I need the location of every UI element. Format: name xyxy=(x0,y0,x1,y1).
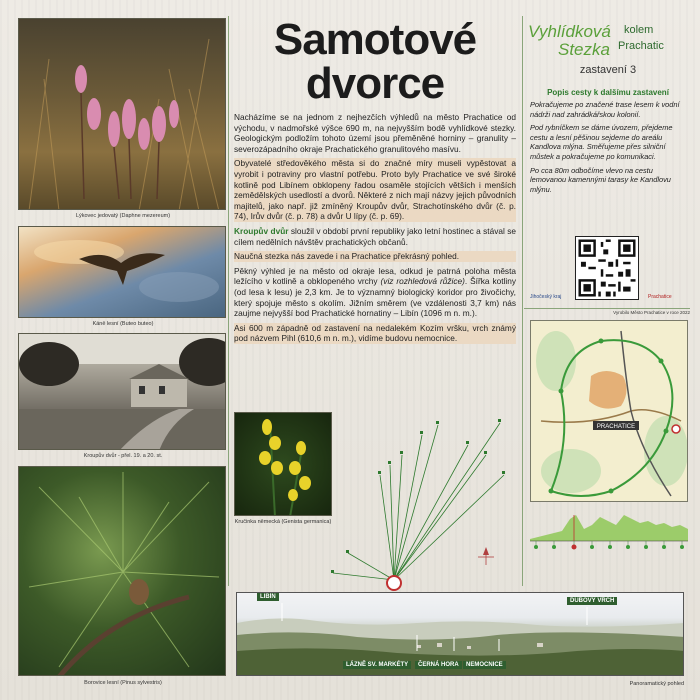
page-title: Samotové dvorce xyxy=(273,15,477,108)
panorama-label-cerna-hora: ČERNÁ HORA xyxy=(415,661,462,669)
kroupuv-dvur-label: Kroupův dvůr xyxy=(234,225,289,236)
logo-text: kolem xyxy=(624,24,654,36)
paragraph: Pěkný výhled je na město od okraje lesa, odkud je patrná poloha města ležícího v kotlině a obklopeného vrchy (viz rozhledová růžice). Šířka kotliny (od lesa k lesu) je 2,3 km. Je to významný biologický koridor pro živočichy, který spojuje město s okolím. Jižním směrem (ve vzdálenosti 3,7 km) nás zaujme nejvyšší bod Prachatické hornatiny – Libín (1096 m n. m.). xyxy=(234,265,517,319)
logo-text: Vyhlídková xyxy=(528,22,611,41)
paragraph: Pokračujeme po značené trase lesem k vodní nádrži nad zahrádkářskou kolonií. xyxy=(530,100,680,119)
elevation-profile xyxy=(530,505,688,575)
pine-photo xyxy=(18,466,226,676)
farm-photo xyxy=(18,333,226,450)
daphne-photo xyxy=(18,18,226,210)
map-town-label: PRACHATICE xyxy=(596,424,636,430)
stop-number: zastavení 3 xyxy=(579,64,637,76)
paragraph: Pod rybníčkem se dáme úvozem, přejdeme cestu a lesní pěšinou sejdeme do areálu Kandlova mlýna. Směřujeme přes silniční můstek a pokračujeme po komunikaci. xyxy=(530,123,673,161)
caption-panorama: Panoramatický pohled xyxy=(629,681,684,687)
paragraph: Nacházíme se na jednom z nejhezčích výhledů na město Prachatice od východu, v nadmořské výšce 690 m, na nejvyšším bodě vyhlídkové stezky. Geologickým podložím tohoto území jsou přeměněné horniny – granulity – severozápadního okraje Prachatického granulitového masívu. xyxy=(234,112,516,154)
next-stop-text xyxy=(530,100,686,198)
credit-text: Vyrobilo Město Prachatice v roce 2022 xyxy=(613,310,690,315)
next-stop-title: Popis cesty k dalšímu zastavení xyxy=(547,88,669,97)
divider xyxy=(228,16,229,586)
paragraph: Naučná stezka nás zavede i na Prachatice překrásný pohled. xyxy=(234,251,516,262)
panorama-label-nemocnice: NEMOCNICE xyxy=(463,661,506,669)
panorama-label-lazne: LÁZNĚ SV. MARKÉTY xyxy=(343,661,411,669)
divider xyxy=(522,16,523,586)
trail-map xyxy=(530,320,688,502)
caption-buzzard: Káně lesní (Buteo buteo) xyxy=(92,321,154,327)
sponsor-prachatice: Prachatice xyxy=(648,294,672,300)
qr-code[interactable] xyxy=(575,236,639,300)
panorama-label-dubovy-vrch: DUBOVÝ VRCH xyxy=(567,597,617,605)
panorama-photo xyxy=(236,592,684,676)
main-text xyxy=(234,112,516,348)
caption-flower: Kručinka německá (Genista germanica) xyxy=(234,519,332,525)
caption-farm: Kroupův dvůr - přel. 19. a 20. st. xyxy=(83,453,163,459)
buzzard-photo xyxy=(18,226,226,318)
view-rose-diagram xyxy=(318,415,518,595)
paragraph: Kroupův dvůr sloužil v období první republiky jako letní hostinec a stával se cílem nedělních návštěv prachatických občanů. xyxy=(234,225,516,247)
panorama-label-libin: LIBÍN xyxy=(257,593,279,601)
paragraph: Obyvatelé středověkého města si do značné míry museli vypěstovat a vyrobit i potraviny pro vlastní potřebu. Proto byly Prachatice ve své široké kotlině pod Libínem obklopeny řadou osaměle stojících větších i menších zemědělských usedlostí a dvorů. Některé z nich mají názvy jejich původních majitelů, jako např. již zmíněný Kroupův dvůr, Strachotínského dvůr (č. p. 74), Irův dvůr (č. p. 78) a dvůr U lípy (č. p. 69). xyxy=(234,158,516,222)
trail-logo xyxy=(528,18,688,88)
divider xyxy=(524,308,690,309)
logo-text: Stezka xyxy=(558,40,610,59)
sponsor-jihocesky-kraj: Jihočeský kraj xyxy=(530,294,562,300)
paragraph: Asi 600 m západně od zastavení na nedalekém Kozím vršku, vrch známý pod názvem Pihl (610,6 m n. m.), vidíme budovu nemocnice. xyxy=(234,322,516,344)
paragraph: Po cca 80m odbočíme vlevo na cestu lemovanou kamennými tarasy ke Kandlovu mlýnu. xyxy=(530,165,671,194)
logo-text: Prachatic xyxy=(618,40,664,52)
caption-daphne: Lýkovec jedovatý (Daphne mezereum) xyxy=(75,213,171,219)
caption-pine: Borovice lesní (Pinus sylvestris) xyxy=(84,680,162,686)
